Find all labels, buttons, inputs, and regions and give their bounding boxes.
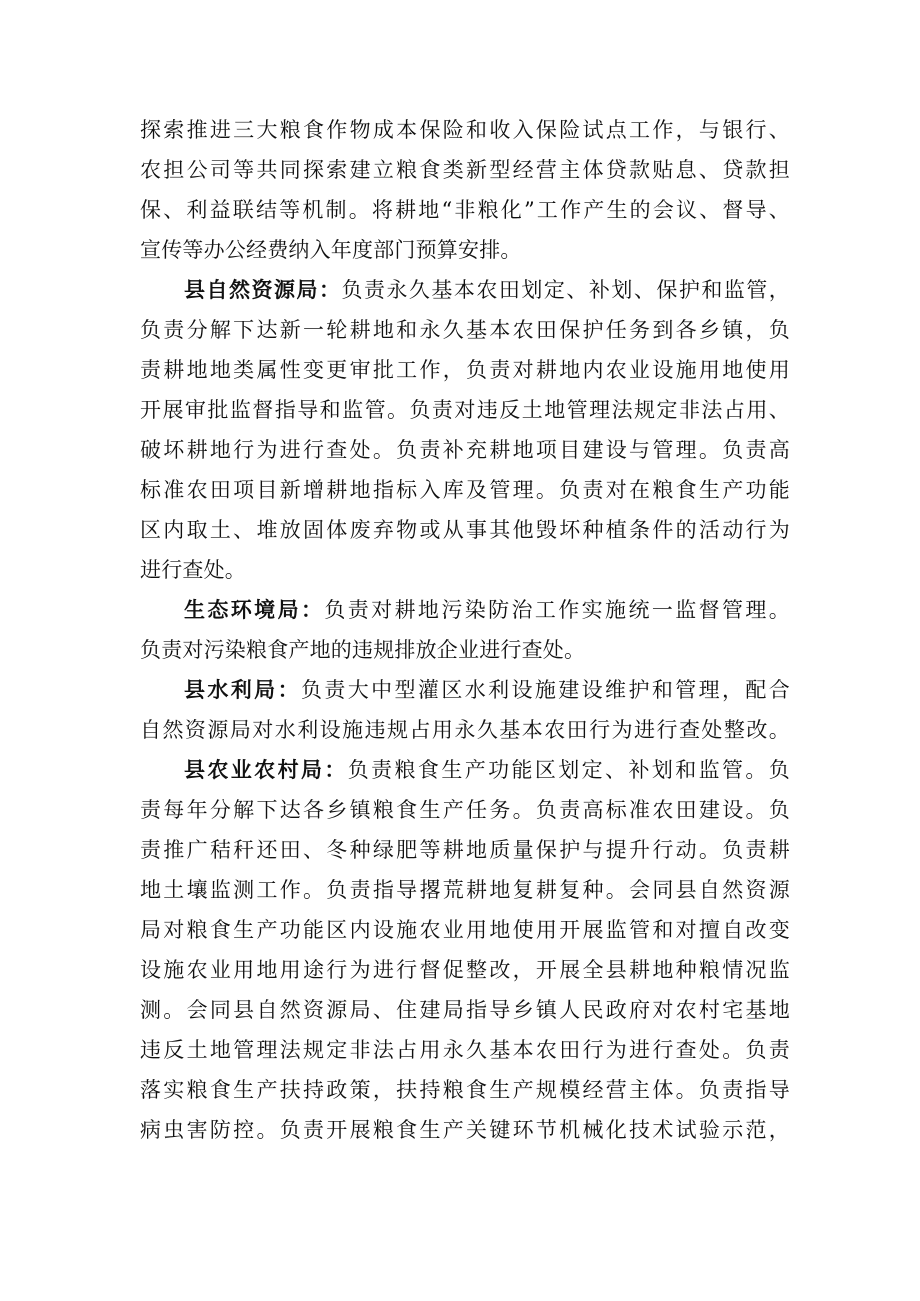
text-line: 局对粮食生产功能区内设施农业用地使用开展监管和对擅自改变 bbox=[140, 918, 790, 942]
text-line: 落实粮食生产扶持政策，扶持粮食生产规模经营主体。负责指导 bbox=[140, 1078, 790, 1102]
text-span: 负责大中型灌区水利设施建设维护和管理，配合 bbox=[300, 678, 791, 702]
text-line: 违反土地管理法规定非法占用永久基本农田行为进行查处。负责 bbox=[140, 1038, 790, 1062]
paragraph-water-resources-bureau bbox=[140, 670, 790, 750]
text-line: 负责对污染粮食产地的违规排放企业进行查处。 bbox=[140, 638, 586, 662]
text-line: 地土壤监测工作。负责指导撂荒耕地复耕复种。会同县自然资源 bbox=[140, 878, 790, 902]
text-line: 病虫害防控。负责开展粮食生产关键环节机械化技术试验示范， bbox=[140, 1118, 790, 1142]
section-heading: 生态环境局： bbox=[184, 597, 325, 622]
paragraph-financial bbox=[140, 110, 790, 270]
section-heading: 县水利局： bbox=[184, 677, 301, 702]
text-line: 测。会同县自然资源局、住建局指导乡镇人民政府对农村宅基地 bbox=[140, 998, 790, 1022]
text-line: 保、利益联结等机制。将耕地“非粮化”工作产生的会议、督导、 bbox=[140, 198, 790, 222]
text-line bbox=[140, 590, 790, 630]
text-line: 农担公司等共同探索建立粮食类新型经营主体贷款贴息、贷款担 bbox=[140, 158, 790, 182]
text-line: 责耕地地类属性变更审批工作，负责对耕地内农业设施用地使用 bbox=[140, 358, 790, 382]
text-line bbox=[140, 750, 790, 790]
text-line: 进行查处。 bbox=[140, 558, 246, 582]
text-line: 探索推进三大粮食作物成本保险和收入保险试点工作，与银行、 bbox=[140, 118, 790, 142]
text-line: 宣传等办公经费纳入年度部门预算安排。 bbox=[140, 238, 522, 262]
text-span: 负责永久基本农田划定、补划、保护和监管， bbox=[341, 278, 791, 302]
text-line bbox=[140, 670, 790, 710]
document-page bbox=[140, 110, 790, 1150]
text-line: 破坏耕地行为进行查处。负责补充耕地项目建设与管理。负责高 bbox=[140, 438, 790, 462]
text-line: 责每年分解下达各乡镇粮食生产任务。负责高标准农田建设。负 bbox=[140, 798, 790, 822]
text-line: 区内取土、堆放固体废弃物或从事其他毁坏种植条件的活动行为 bbox=[140, 518, 790, 542]
text-line: 设施农业用地用途行为进行督促整改，开展全县耕地种粮情况监 bbox=[140, 958, 790, 982]
text-line: 开展审批监督指导和监管。负责对违反土地管理法规定非法占用、 bbox=[140, 398, 790, 422]
text-line: 责推广秸秆还田、冬种绿肥等耕地质量保护与提升行动。负责耕 bbox=[140, 838, 790, 862]
text-span: 负责对耕地污染防治工作实施统一监督管理。 bbox=[324, 598, 791, 622]
text-line: 负责分解下达新一轮耕地和永久基本农田保护任务到各乡镇，负 bbox=[140, 318, 790, 342]
text-span: 负责粮食生产功能区划定、补划和监管。负 bbox=[347, 758, 790, 782]
section-heading: 县自然资源局： bbox=[184, 277, 342, 302]
text-line: 标准农田项目新增耕地指标入库及管理。负责对在粮食生产功能 bbox=[140, 478, 790, 502]
text-line: 自然资源局对水利设施违规占用永久基本农田行为进行查处整改。 bbox=[140, 718, 790, 742]
paragraph-natural-resources-bureau bbox=[140, 270, 790, 590]
section-heading: 县农业农村局： bbox=[184, 757, 348, 782]
paragraph-ecology-environment-bureau bbox=[140, 590, 790, 670]
text-line bbox=[140, 270, 790, 310]
paragraph-agriculture-rural-bureau bbox=[140, 750, 790, 1150]
